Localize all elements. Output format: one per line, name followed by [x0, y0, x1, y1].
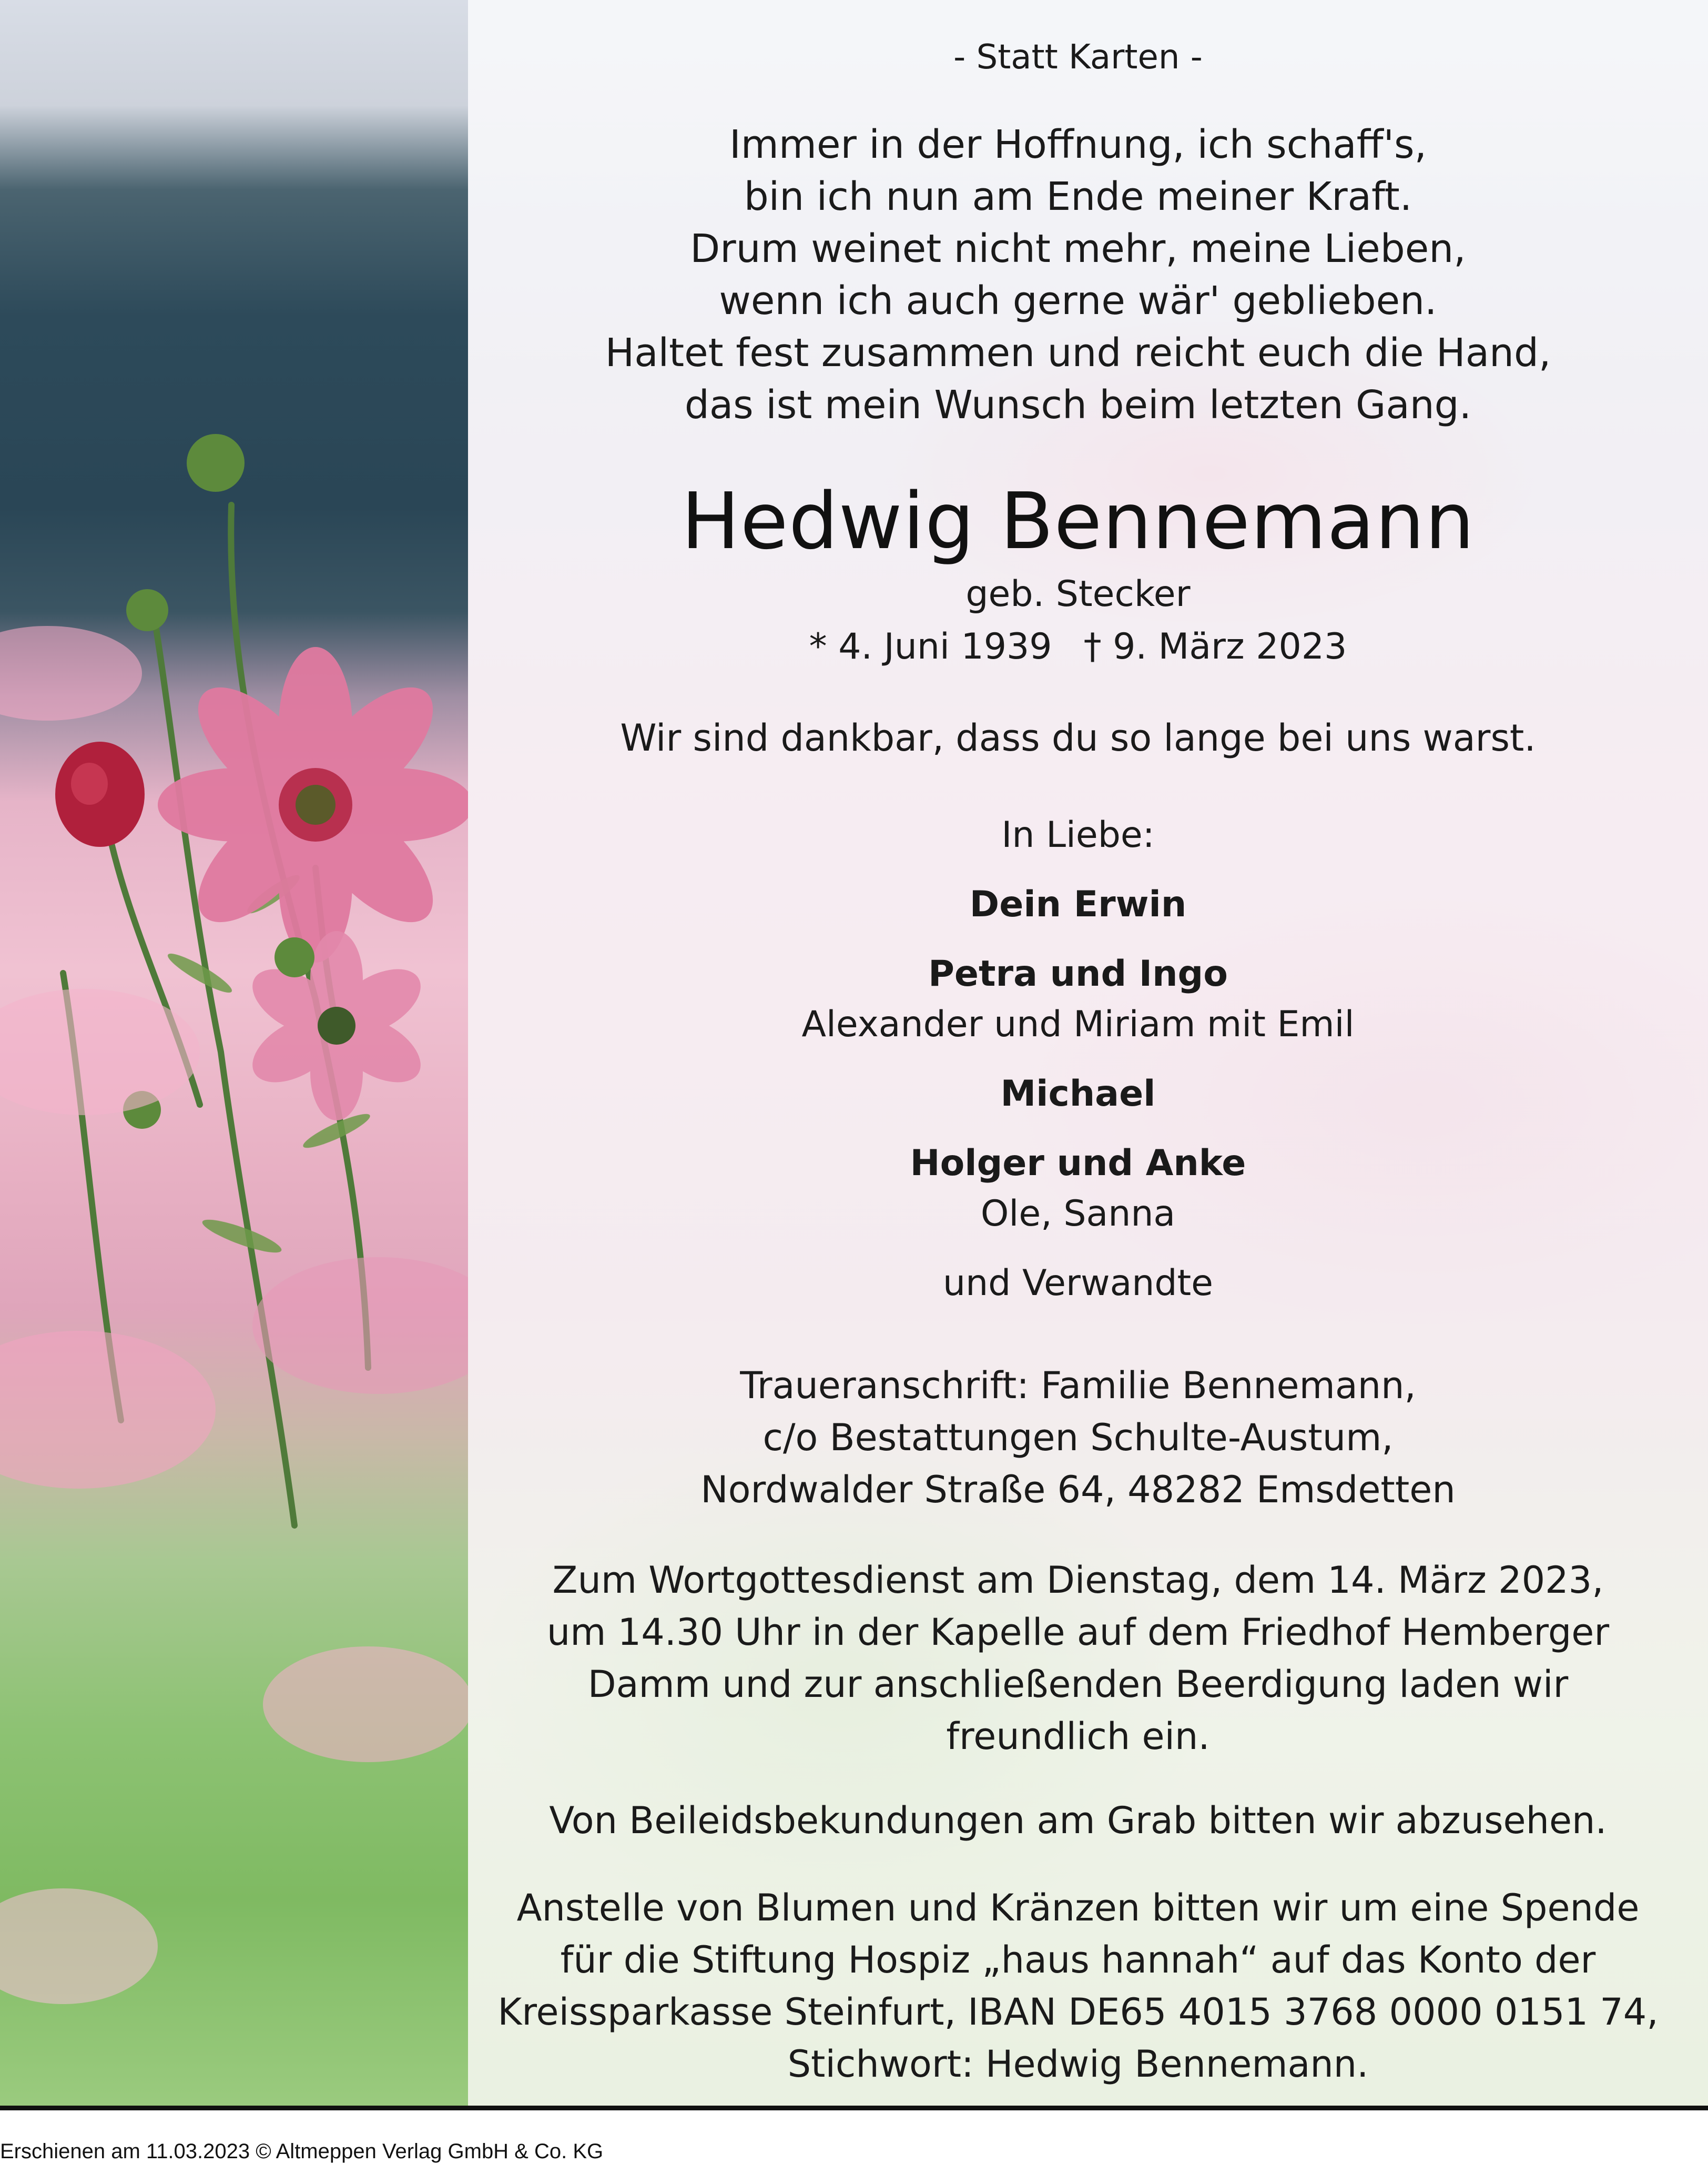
poem-line: Immer in der Hoffnung, ich schaff's,	[729, 122, 1427, 167]
flower-illustration	[0, 0, 468, 2110]
service-line: um 14.30 Uhr in der Kapelle auf dem Friedhof Hemberger	[546, 1611, 1610, 1654]
deceased-name: Hedwig Bennemann	[681, 476, 1475, 567]
mourners-list	[473, 810, 1683, 1309]
service-line: Zum Wortgottesdienst am Dienstag, dem 14. März 2023,	[552, 1559, 1604, 1602]
poem-line: das ist mein Wunsch beim letzten Gang.	[684, 382, 1472, 428]
family-member-sub: Ole, Sanna	[980, 1193, 1176, 1235]
donation-notice	[473, 1882, 1683, 2090]
family-relatives: und Verwandte	[942, 1262, 1214, 1304]
thanks-line: Wir sind dankbar, dass du so lange bei uns warst.	[620, 716, 1536, 760]
donation-line: Anstelle von Blumen und Kränzen bitten wir um eine Spende	[516, 1886, 1640, 1929]
service-notice	[473, 1554, 1683, 1763]
address-line: Traueranschrift: Familie Bennemann,	[740, 1364, 1416, 1407]
poem-line: bin ich nun am Ende meiner Kraft.	[744, 174, 1412, 219]
family-member: Holger und Anke	[910, 1142, 1246, 1184]
bottom-border	[0, 2106, 1708, 2110]
address-line: Nordwalder Straße 64, 48282 Emsdetten	[700, 1468, 1456, 1511]
donation-line: Kreissparkasse Steinfurt, IBAN DE65 4015 3768 0000 0151 74,	[497, 1990, 1659, 2034]
poem-line: wenn ich auch gerne wär' geblieben.	[719, 278, 1437, 323]
family-member-sub: Alexander und Miriam mit Emil	[801, 1004, 1355, 1045]
service-line: Damm und zur anschließenden Beerdigung laden wir	[587, 1663, 1569, 1706]
family-member: Michael	[1000, 1073, 1156, 1115]
address-line: c/o Bestattungen Schulte-Austum,	[762, 1416, 1394, 1459]
donation-line: Stichwort: Hedwig Bennemann.	[787, 2042, 1369, 2086]
family-intro: In Liebe:	[1001, 814, 1155, 856]
poem	[473, 119, 1683, 431]
main-blossom	[158, 647, 468, 963]
service-line: freundlich ein.	[946, 1715, 1210, 1758]
condolences-note: Von Beileidsbekundungen am Grab bitten wir abzusehen.	[549, 1799, 1607, 1842]
death-date: † 9. März 2023	[1083, 626, 1347, 668]
life-dates	[473, 626, 1683, 668]
cosmos-flower-photo	[0, 0, 468, 2110]
publication-footer: Erschienen am 11.03.2023 © Altmeppen Verlag GmbH & Co. KG	[0, 2140, 604, 2163]
maiden-name: geb. Stecker	[965, 573, 1191, 615]
donation-line: für die Stiftung Hospiz „haus hannah“ auf das Konto der	[560, 1938, 1596, 1981]
family-member: Dein Erwin	[969, 884, 1187, 925]
birth-date: * 4. Juni 1939	[809, 626, 1052, 668]
family-member: Petra und Ingo	[928, 953, 1228, 995]
intro-line: - Statt Karten -	[953, 38, 1203, 77]
poem-line: Drum weinet nicht mehr, meine Lieben,	[690, 226, 1466, 271]
poem-line: Haltet fest zusammen und reicht euch die Hand,	[605, 330, 1551, 376]
mourning-address	[473, 1360, 1683, 1516]
